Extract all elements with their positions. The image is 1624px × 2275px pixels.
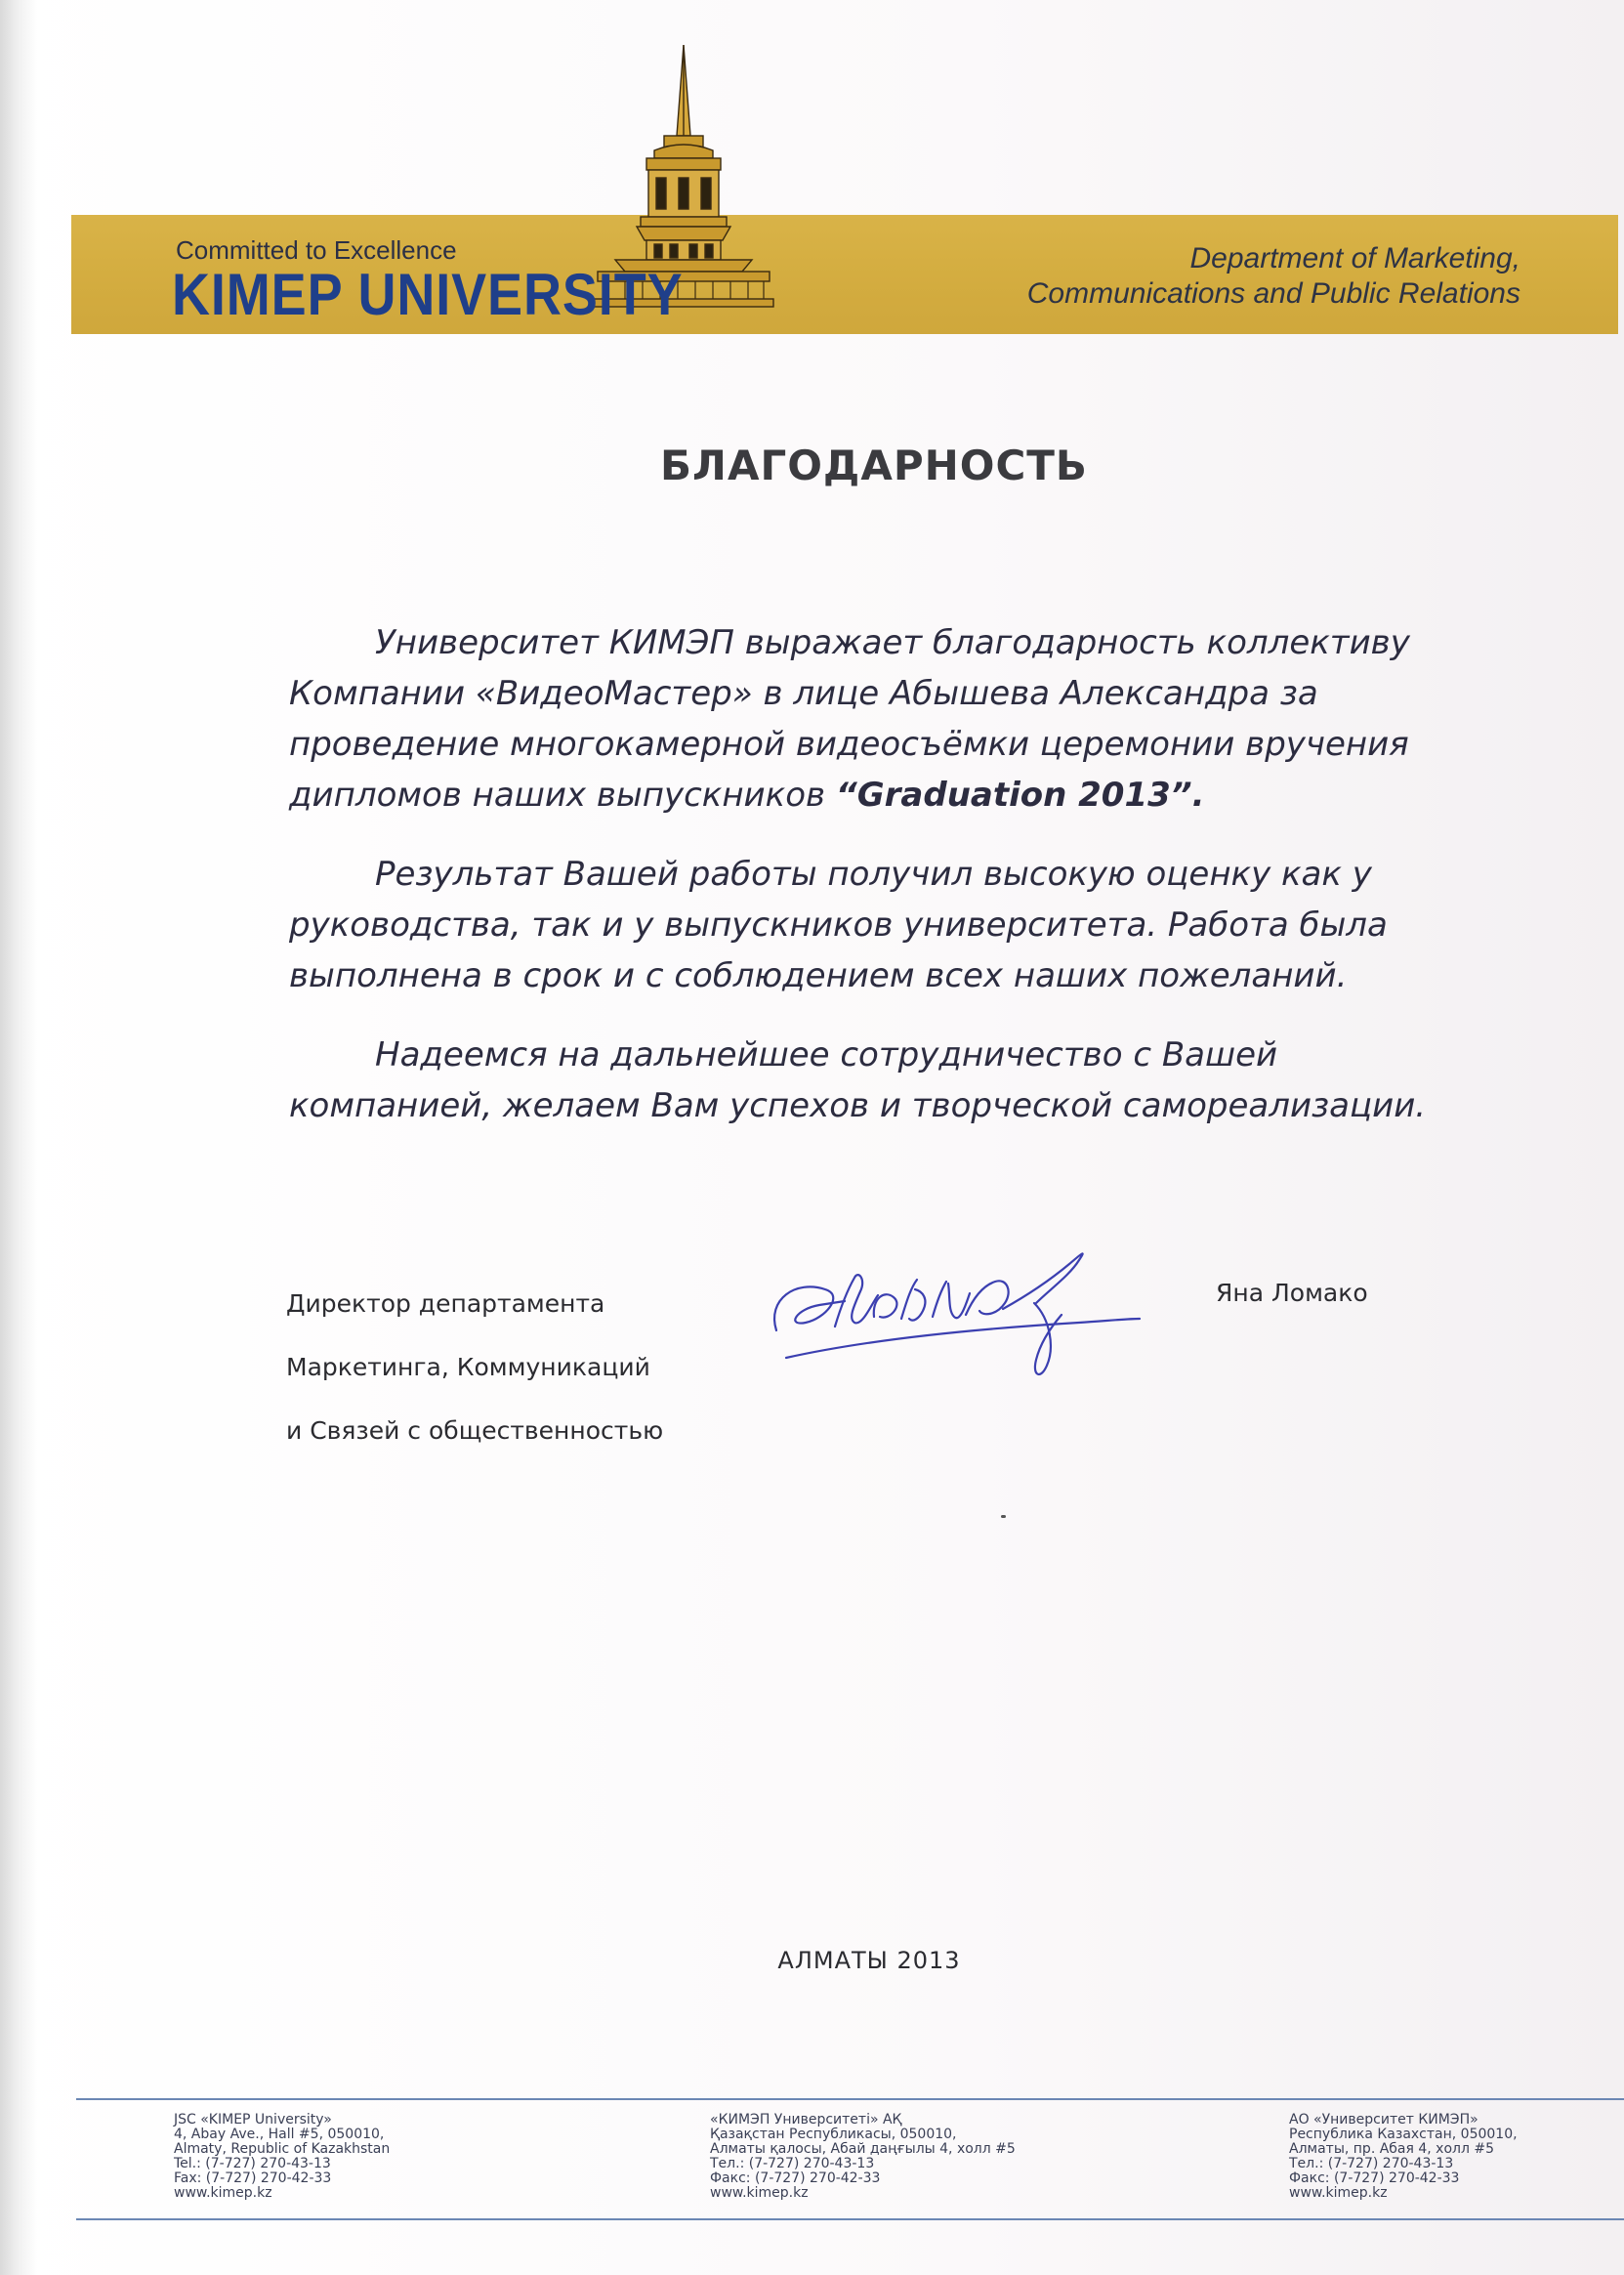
signer-name: Яна Ломако xyxy=(1216,1279,1368,1307)
footer-ru-line: Факс: (7-727) 270-42-33 xyxy=(1289,2170,1460,2186)
footer-en-line: 4, Abay Ave., Hall #5, 050010, xyxy=(174,2127,385,2142)
department-name xyxy=(1027,241,1520,312)
footer-ru-line: Алматы, пр. Абая 4, холл #5 xyxy=(1289,2141,1495,2157)
document-title: БЛАГОДАРНОСТЬ xyxy=(660,442,1088,489)
footer-divider-bottom xyxy=(76,2218,1624,2220)
scan-edge-shadow xyxy=(0,0,37,2275)
footer-address-kazakh xyxy=(710,2113,1016,2201)
city-year: АЛМАТЫ 2013 xyxy=(777,1947,961,1974)
footer-ru-website: www.kimep.kz xyxy=(1289,2185,1388,2201)
signer-position-line-1: Директор департамента xyxy=(286,1289,605,1318)
paragraph-3: Надеемся на дальнейшее сотрудничество с Вашей компанией, желаем Вам успехов и творческой самореализации. xyxy=(289,1035,1427,1125)
event-name: “Graduation 2013”. xyxy=(835,776,1205,815)
footer-en-website: www.kimep.kz xyxy=(174,2185,272,2201)
footer-en-line: Tel.: (7-727) 270-43-13 xyxy=(174,2156,331,2171)
letter-body xyxy=(289,617,1441,1159)
scan-speck xyxy=(1001,1515,1006,1518)
department-line-1: Department of Marketing, xyxy=(1189,242,1520,274)
footer-address-russian xyxy=(1289,2113,1518,2201)
footer-kz-line: Қазақстан Республикасы, 050010, xyxy=(710,2127,957,2142)
footer-en-line: JSC «KIMEP University» xyxy=(174,2112,332,2128)
signer-position-line-2: Маркетинга, Коммуникаций xyxy=(286,1353,650,1381)
footer-en-line: Fax: (7-727) 270-42-33 xyxy=(174,2170,332,2186)
footer-ru-line: Республика Казахстан, 050010, xyxy=(1289,2127,1518,2142)
department-line-2: Communications and Public Relations xyxy=(1026,277,1520,310)
tagline: Committed to Excellence xyxy=(176,235,457,265)
footer-kz-line: Алматы қалосы, Абай даңғылы 4, холл #5 xyxy=(710,2141,1016,2157)
footer-kz-line: Тел.: (7-727) 270-43-13 xyxy=(710,2156,875,2171)
paragraph-2: Результат Вашей работы получил высокую оценку как у руководства, так и у выпускников университета. Работа была выполнена в срок и с соблюдением всех наших пожеланий. xyxy=(289,855,1388,995)
signer-position-line-3: и Связей с общественностью xyxy=(286,1416,664,1445)
footer-kz-website: www.kimep.kz xyxy=(710,2185,809,2201)
footer-en-line: Almaty, Republic of Kazakhstan xyxy=(174,2141,391,2157)
paragraph-1-text: Университет КИМЭП выражает благодарность коллективу Компании «ВидеоМастер» в лице Абышева Александра за проведение многокамерной видеосъёмки церемонии вручения дипломов наших выпускников xyxy=(289,623,1410,815)
signer-position xyxy=(286,1272,663,1462)
footer-divider-top xyxy=(76,2098,1624,2100)
footer-ru-line: Тел.: (7-727) 270-43-13 xyxy=(1289,2156,1454,2171)
handwritten-signature xyxy=(757,1221,1167,1397)
footer-address-english xyxy=(174,2113,390,2201)
paragraph-1 xyxy=(289,617,1441,821)
university-name: KIMEP UNIVERSITY xyxy=(172,262,684,327)
footer-kz-line: Факс: (7-727) 270-42-33 xyxy=(710,2170,881,2186)
footer-kz-line: «КИМЭП Университеті» АҚ xyxy=(710,2112,902,2128)
footer-ru-line: АО «Университет КИМЭП» xyxy=(1289,2112,1478,2128)
